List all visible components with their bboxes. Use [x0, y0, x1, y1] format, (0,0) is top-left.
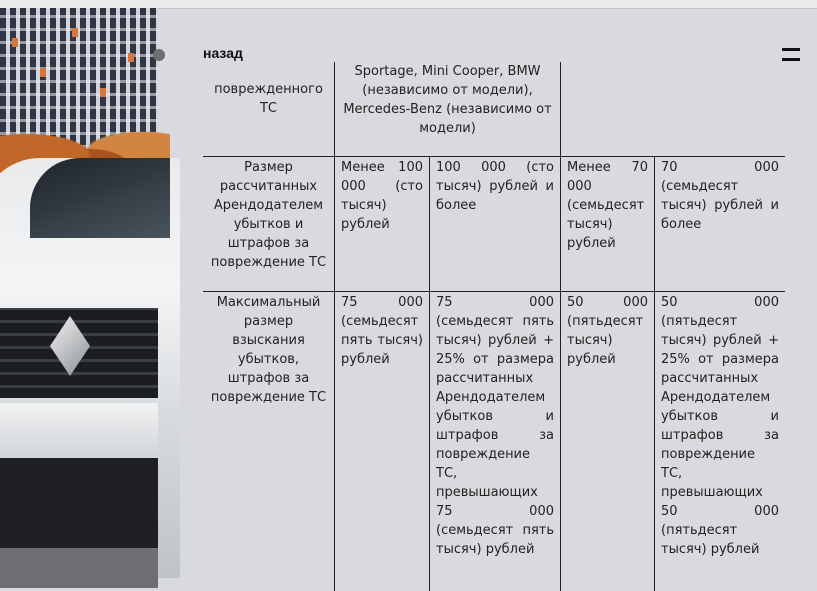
table-cell: 75 000 (семьдесят пять тысяч) рублей + 25% от размера рассчитанных Арендодателем убытков и штрафов за повреждение ТС, превышающих 75 000 (семьдесят пять тысяч) рублей: [429, 291, 560, 591]
table-cell: 70 000 (семьдесят тысяч) рублей и более: [654, 156, 785, 291]
table-cell: 75 000 (семьдесят пять тысяч) рублей: [334, 291, 429, 591]
asphalt: [0, 548, 158, 588]
table-cell: 50 000 (пятьдесят тысяч) рублей: [560, 291, 654, 591]
table-cell: Менее 100 000 (сто тысяч) рублей: [334, 156, 429, 291]
car-lower-grille: [0, 458, 158, 558]
table-cell-label: Максимальный размер взыскания убытков, штрафов за повреждение ТС: [203, 291, 334, 591]
window-accent: [40, 68, 46, 77]
window-accent: [12, 38, 18, 47]
back-link[interactable]: назад: [203, 45, 243, 61]
column-divider: [560, 62, 561, 156]
car-photo: [0, 8, 158, 580]
table-cell: Менее 70 000 (семьдесят тысяч) рублей: [560, 156, 654, 291]
terms-table-viewport[interactable]: [203, 64, 779, 557]
table-cell: 50 000 (пятьдесят тысяч) рублей + 25% от размера рассчитанных Арендодателем убытков и штрафов за повреждение ТС, превышающих 50 000 (пятьдесят тысяч) рублей: [654, 291, 785, 591]
table-cell-label: поврежденного ТС: [214, 82, 323, 116]
window-accent: [72, 28, 78, 37]
table-cell-car-models: Sportage, Mini Cooper, BMW (независимо от модели), Mercedes-Benz (независимо от модели): [334, 62, 560, 156]
dot-marker-icon: [153, 49, 165, 61]
car-windshield: [30, 158, 170, 238]
window-accent: [100, 88, 106, 97]
window-accent: [128, 53, 134, 62]
table-cell-label: Размер рассчитанных Арендодателем убытков и штрафов за повреждение ТС: [203, 156, 334, 291]
table-cell: 100 000 (сто тысяч) рублей и более: [429, 156, 560, 291]
menu-bar-bottom: [782, 58, 800, 61]
menu-bar-top: [782, 48, 800, 51]
hamburger-menu-icon[interactable]: [782, 48, 800, 62]
